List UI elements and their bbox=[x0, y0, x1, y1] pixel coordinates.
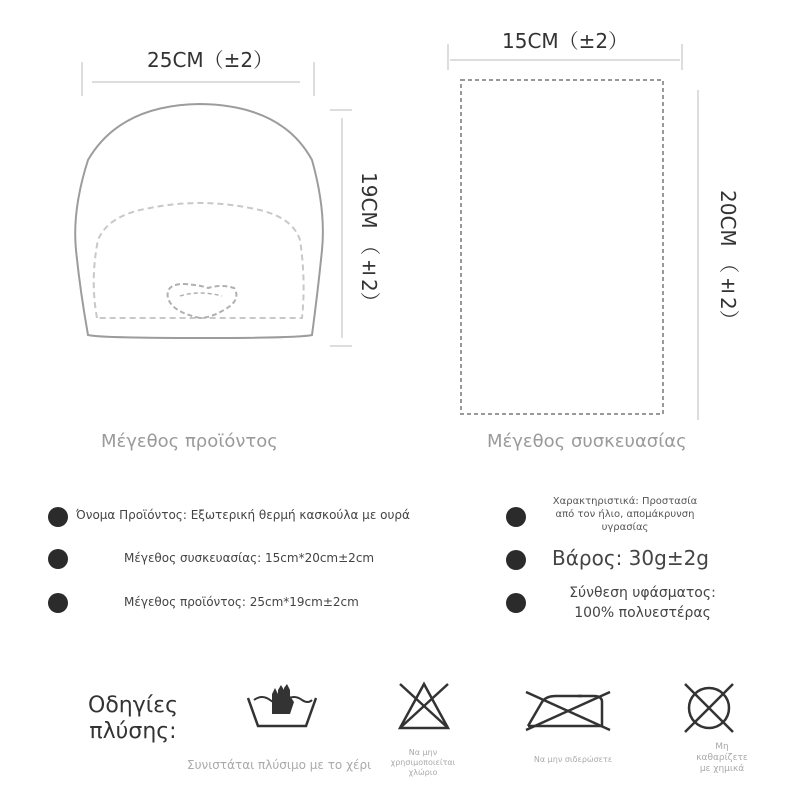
no-iron-icon bbox=[522, 688, 614, 732]
product-size-text: Μέγεθος προϊόντος: 25cm*19cm±2cm bbox=[124, 595, 359, 609]
product-width-label: 25CM（±2） bbox=[147, 48, 274, 72]
no-dry-clean-label: Μη καθαρίζετε με χημικά bbox=[696, 742, 748, 774]
bullet-icon bbox=[506, 507, 526, 527]
product-size-caption: Μέγεθος προϊόντος bbox=[101, 431, 278, 452]
package-rect bbox=[461, 80, 663, 414]
features-text: Χαρακτηριστικά: Προστασία από τον ήλιο, απομάκρυνση υγρασίας bbox=[552, 496, 698, 533]
no-bleach-icon bbox=[396, 680, 452, 732]
bullet-icon bbox=[48, 593, 68, 613]
no-iron-label: Να μην σιδερώσετε bbox=[533, 755, 613, 764]
bullet-icon bbox=[506, 550, 526, 570]
no-bleach-label: Να μην χρησιμοποιείται χλώριο bbox=[390, 748, 456, 777]
package-width-label: 15CM（±2） bbox=[502, 29, 629, 53]
weight-text: Βάρος: 30g±2g bbox=[552, 546, 709, 570]
bullet-icon bbox=[48, 549, 68, 569]
no-dry-clean-icon bbox=[681, 680, 737, 736]
package-size-caption: Μέγεθος συσκευασίας bbox=[487, 431, 687, 452]
ponytail-hole bbox=[168, 284, 237, 318]
bullet-icon bbox=[506, 593, 526, 613]
package-size-text: Μέγεθος συσκευασίας: 15cm*20cm±2cm bbox=[124, 551, 375, 565]
hat-dashed-inner bbox=[94, 203, 304, 318]
care-title: Οδηγίες πλύσης: bbox=[88, 693, 178, 744]
hand-wash-icon bbox=[244, 680, 320, 730]
bullet-icon bbox=[48, 507, 68, 527]
product-diagram bbox=[0, 0, 400, 420]
package-height-label: 20CM （±2） bbox=[716, 190, 740, 330]
product-name-text: Όνομα Προϊόντος: Εξωτερική θερμή κασκούλα με ουρά bbox=[76, 508, 410, 522]
product-height-label: 19CM （±2） bbox=[357, 172, 381, 312]
hand-wash-label: Συνιστάται πλύσιμο με το χέρι bbox=[187, 758, 372, 772]
fabric-text: Σύνθεση υφάσματος: 100% πολυεστέρας bbox=[569, 585, 716, 621]
